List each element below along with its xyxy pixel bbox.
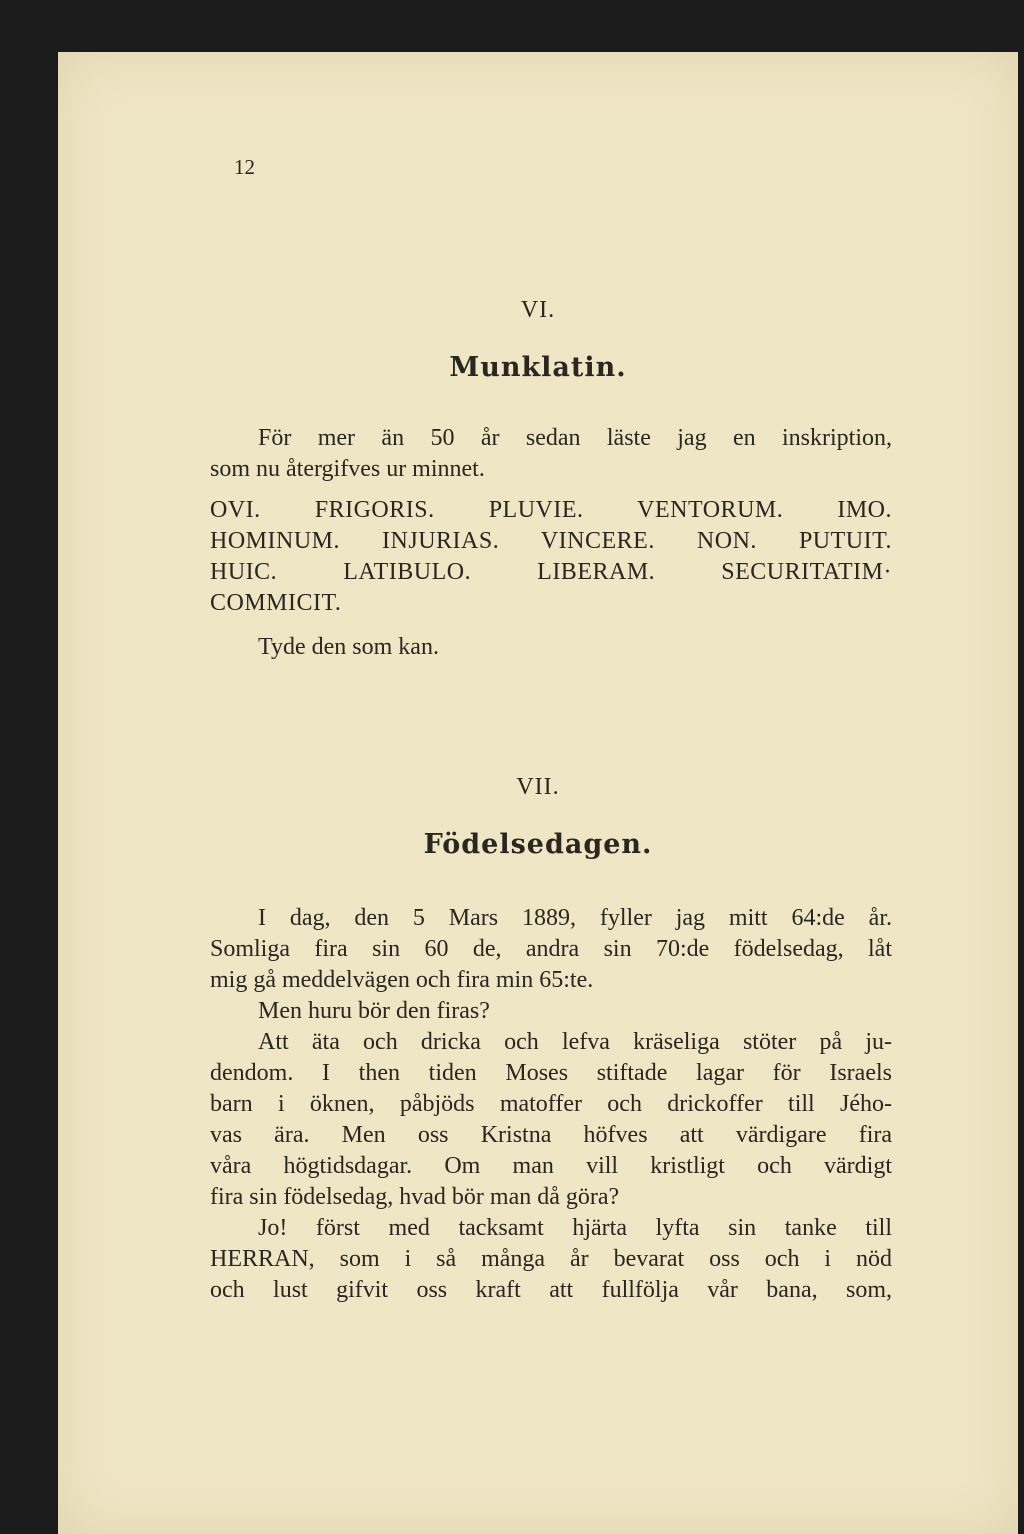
text-line: Att äta och dricka och lefva kräseliga stöter på ju- (258, 1029, 892, 1055)
text-line: och lust gifvit oss kraft att fullfölja vår bana, som, (210, 1277, 892, 1303)
section-number-vii: VII. (516, 774, 560, 800)
text-line: Jo! först med tacksamt hjärta lyfta sin tanke till (258, 1215, 892, 1241)
section-number-vi: VI. (520, 297, 556, 323)
text-line: som nu återgifves ur minnet. (210, 456, 485, 482)
text-line: fira sin födelsedag, hvad bör man då göra? (210, 1184, 620, 1210)
text-line: Somliga fira sin 60 de, andra sin 70:de födelsedag, låt (210, 936, 892, 962)
text-line: vas ära. Men oss Kristna höfves att värdigare fira (210, 1122, 892, 1148)
inscription-line: HOMINUM. INJURIAS. VINCERE. NON. PUTUIT. (210, 528, 892, 554)
text-line: barn i öknen, påbjöds matoffer och drickoffer till Jého- (210, 1091, 892, 1117)
text-line: För mer än 50 år sedan läste jag en inskription, (258, 425, 892, 451)
text-line: Tyde den som kan. (258, 634, 439, 660)
section-vi-closing (210, 632, 892, 663)
text-line: våra högtidsdagar. Om man vill kristligt och värdigt (210, 1153, 892, 1179)
text-line: mig gå meddelvägen och fira min 65:te. (210, 967, 594, 993)
text-line: Men huru bör den firas? (258, 998, 490, 1024)
text-line: dendom. I then tiden Moses stiftade lagar för Israels (210, 1060, 892, 1086)
text-line: HERRAN, som i så många år bevarat oss och i nöd (210, 1246, 892, 1272)
page-number: 12 (234, 155, 255, 179)
inscription-line: COMMICIT. (210, 590, 342, 616)
section-title-fodelsedagen: Födelsedagen. (423, 829, 653, 860)
book-page (58, 52, 1018, 1534)
section-vii-body (210, 903, 892, 1306)
inscription-line: OVI. FRIGORIS. PLUVIE. VENTORUM. IMO. (210, 497, 892, 523)
latin-inscription (210, 495, 892, 619)
section-vi-intro (210, 423, 892, 485)
inscription-line: HUIC. LATIBULO. LIBERAM. SECURITATIM· (210, 559, 892, 585)
text-line: I dag, den 5 Mars 1889, fyller jag mitt 64:de år. (258, 905, 892, 931)
section-title-munklatin: Munklatin. (449, 352, 627, 383)
